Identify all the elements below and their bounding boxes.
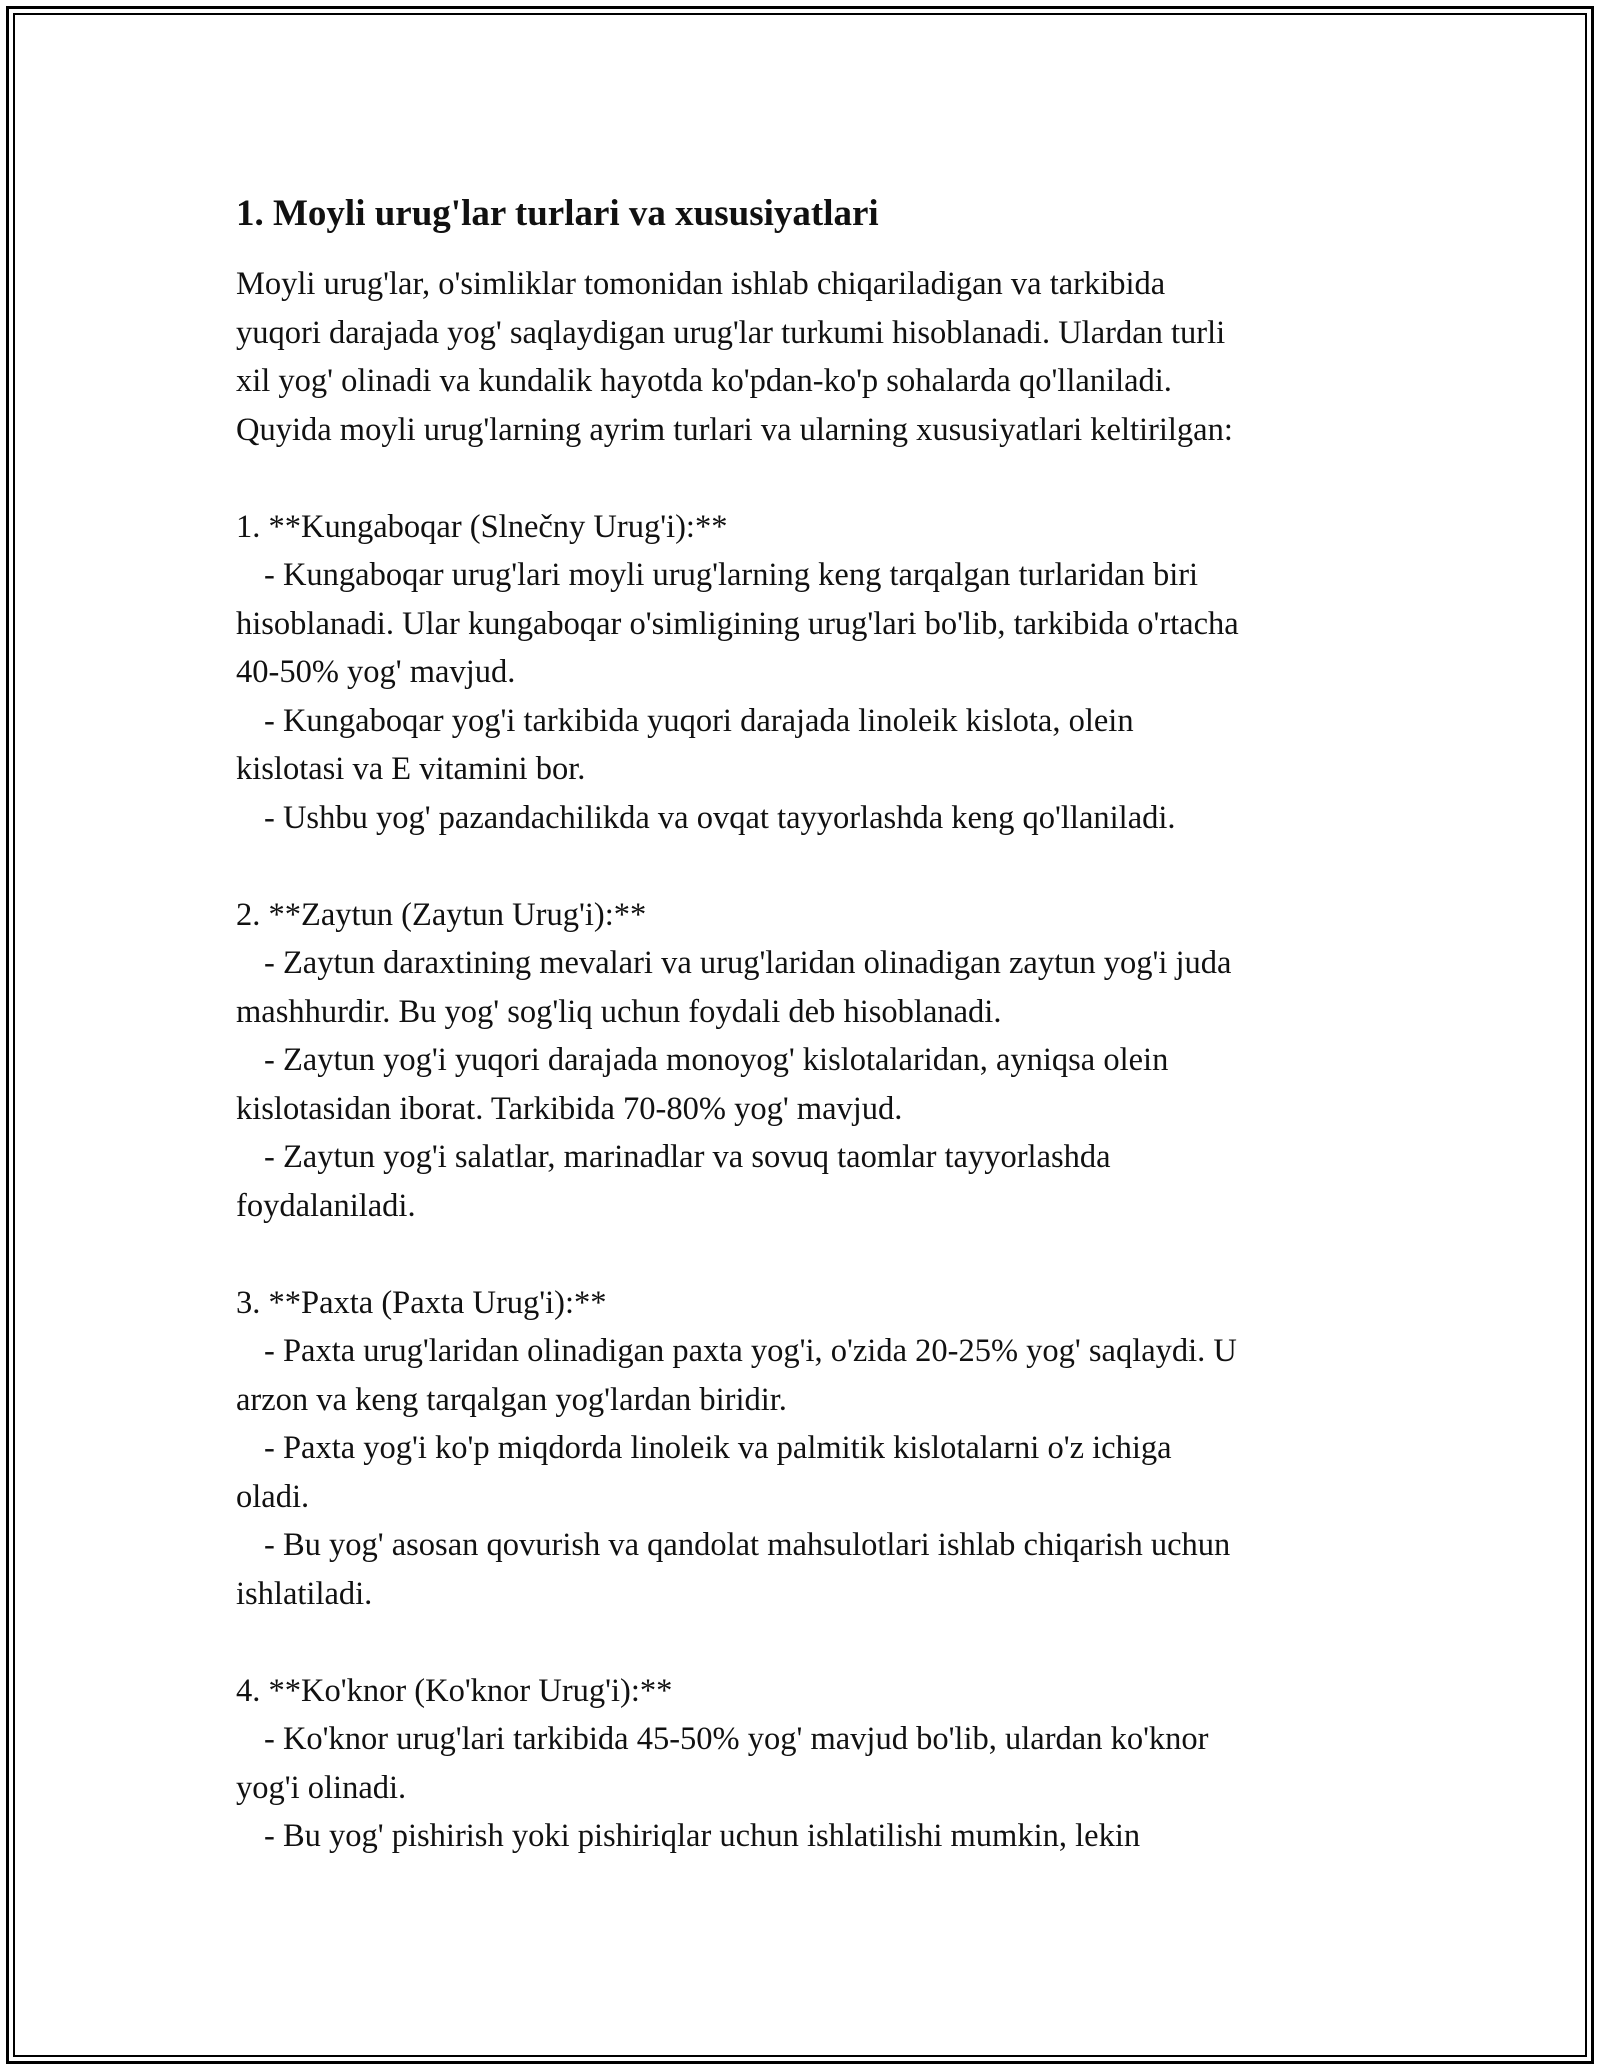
bullet-continuation: ishlatiladi.: [236, 1575, 373, 1612]
bullet-continuation: hisoblanadi. Ular kungaboqar o'simligining urug'lari bo'lib, tarkibida o'rtacha: [236, 605, 1239, 642]
blank-line: [236, 842, 1386, 891]
text-line: Quyida moyli urug'larning ayrim turlari va ularning xususiyatlari keltirilgan:: [236, 411, 1233, 448]
bullet-line: - Ko'knor urug'lari tarkibida 45-50% yog' mavjud bo'lib, ulardan ko'knor: [264, 1721, 1209, 1757]
intro-paragraph: [236, 260, 1386, 454]
bullet-line: - Zaytun daraxtining mevalari va urug'laridan olinadigan zaytun yog'i juda: [264, 945, 1232, 981]
list-section-sunflower: [236, 503, 1386, 843]
bullet-continuation: yog'i olinadi.: [236, 1769, 407, 1806]
text-line: yuqori darajada yog' saqlaydigan urug'lar turkumi hisoblanadi. Ulardan turli: [236, 314, 1226, 351]
bullet-line: - Ushbu yog' pazandachilikda va ovqat tayyorlashda keng qo'llaniladi.: [264, 799, 1176, 836]
bullet-line: - Zaytun yog'i salatlar, marinadlar va sovuq taomlar tayyorlashda: [264, 1139, 1111, 1175]
list-item-title: 3. **Paxta (Paxta Urug'i):**: [236, 1284, 607, 1321]
bullet-line: - Bu yog' pishirish yoki pishiriqlar uchun ishlatilishi mumkin, lekin: [264, 1818, 1141, 1854]
bullet-line: - Paxta urug'laridan olinadigan paxta yog'i, o'zida 20-25% yog' saqlaydi. U: [264, 1333, 1237, 1369]
bullet-continuation: kislotasi va E vitamini bor.: [236, 751, 586, 787]
document-body: [236, 190, 1386, 1861]
bullet-line: - Zaytun yog'i yuqori darajada monoyog' kislotalaridan, ayniqsa olein: [264, 1042, 1169, 1078]
blank-line: [236, 1618, 1386, 1667]
list-section-cotton: [236, 1279, 1386, 1619]
section-heading: 1. Moyli urug'lar turlari va xususiyatlari: [236, 193, 879, 234]
list-item-title: 1. **Kungaboqar (Slnečny Urug'i):**: [236, 508, 728, 545]
list-section-olive: [236, 891, 1386, 1231]
bullet-continuation: oladi.: [236, 1478, 310, 1515]
list-section-poppy: [236, 1667, 1386, 1861]
list-item-title: 2. **Zaytun (Zaytun Urug'i):**: [236, 896, 647, 933]
bullet-continuation: arzon va keng tarqalgan yog'lardan biridir.: [236, 1381, 787, 1418]
bullet-line: - Kungaboqar yog'i tarkibida yuqori darajada linoleik kislota, olein: [264, 702, 1134, 739]
bullet-continuation: mashhurdir. Bu yog' sog'liq uchun foydali deb hisoblanadi.: [236, 993, 1002, 1030]
blank-line: [236, 454, 1386, 503]
bullet-continuation: kislotasidan iborat. Tarkibida 70-80% yog' mavjud.: [236, 1090, 903, 1127]
blank-line: [236, 1230, 1386, 1279]
bullet-continuation: foydalaniladi.: [236, 1187, 416, 1224]
bullet-line: - Bu yog' asosan qovurish va qandolat mahsulotlari ishlab chiqarish uchun: [264, 1527, 1231, 1563]
bullet-line: - Kungaboqar urug'lari moyli urug'larning keng tarqalgan turlaridan biri: [264, 557, 1199, 593]
bullet-continuation: 40-50% yog' mavjud.: [236, 654, 516, 690]
text-line: Moyli urug'lar, o'simliklar tomonidan ishlab chiqariladigan va tarkibida: [236, 266, 1166, 302]
text-line: xil yog' olinadi va kundalik hayotda ko'pdan-ko'p sohalarda qo'llaniladi.: [236, 363, 1172, 399]
bullet-line: - Paxta yog'i ko'p miqdorda linoleik va palmitik kislotalarni o'z ichiga: [264, 1430, 1172, 1466]
list-item-title: 4. **Ko'knor (Ko'knor Urug'i):**: [236, 1672, 673, 1709]
